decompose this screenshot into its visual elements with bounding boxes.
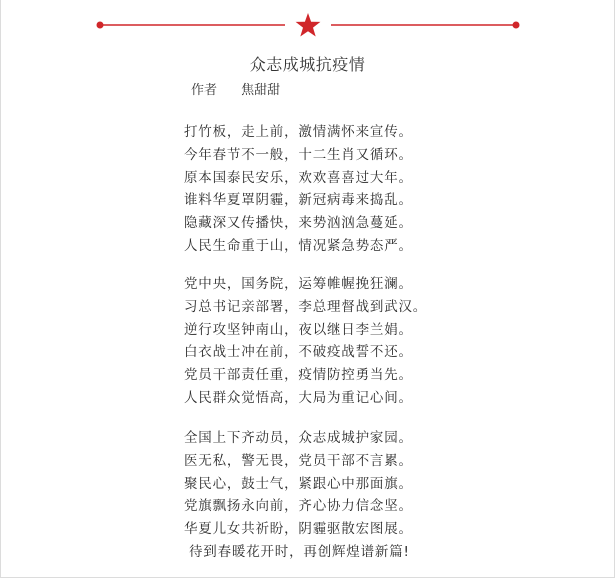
poem-line: 打竹板，走上前，激情满怀来宣传。 (184, 124, 413, 140)
stanza-2 (184, 273, 427, 410)
poem-line: 全国上下齐动员，众志成城护家园。 (184, 430, 413, 446)
poem-line: 人民群众觉悟高，大局为重记心间。 (184, 389, 413, 406)
poem-line: 今年春节不一般，十二生肖又循环。 (184, 146, 413, 163)
poem-line: 隐藏深又传播快，来势汹汹急蔓延。 (184, 215, 413, 232)
poem-line: 党员干部责任重，疫情防控勇当先。 (184, 367, 413, 384)
author-name: 焦甜甜 (241, 83, 281, 98)
poem-line: 谁料华夏罩阴霾，新冠病毒来捣乱。 (184, 192, 413, 209)
poem-title: 众志成城抗疫情 (249, 55, 366, 74)
poem-line: 待到春暖花开时，再创辉煌谱新篇! (189, 543, 410, 560)
star-icon (296, 13, 321, 37)
poem-line: 华夏儿女共祈盼，阴霾驱散宏图展。 (184, 521, 413, 538)
byline-label: 作者 (191, 83, 218, 98)
stanza-3 (184, 427, 413, 564)
poem-line: 医无私，警无畏，党员干部不言累。 (184, 452, 413, 469)
poem-line: 习总书记亲部署，李总理督战到武汉。 (184, 298, 428, 315)
poem-line: 逆行攻坚钟南山，夜以继日李兰娟。 (184, 321, 413, 338)
stanza-1 (184, 121, 413, 258)
divider-right-dot (513, 22, 520, 29)
poem-line: 原本国泰民安乐，欢欢喜喜过大年。 (184, 169, 413, 186)
header-divider (96, 12, 520, 38)
poem-line: 白衣战士冲在前，不破疫战誓不还。 (184, 344, 413, 361)
byline (191, 79, 280, 98)
poem-line: 聚民心，鼓士气，紧跟心中那面旗。 (184, 475, 413, 492)
poem-line: 党旗飘扬永向前，齐心协力信念坚。 (184, 498, 413, 515)
poem-line: 人民生命重于山，情况紧急势态严。 (184, 237, 413, 254)
poem-line: 党中央，国务院，运筹帷幄挽狂澜。 (184, 276, 413, 292)
